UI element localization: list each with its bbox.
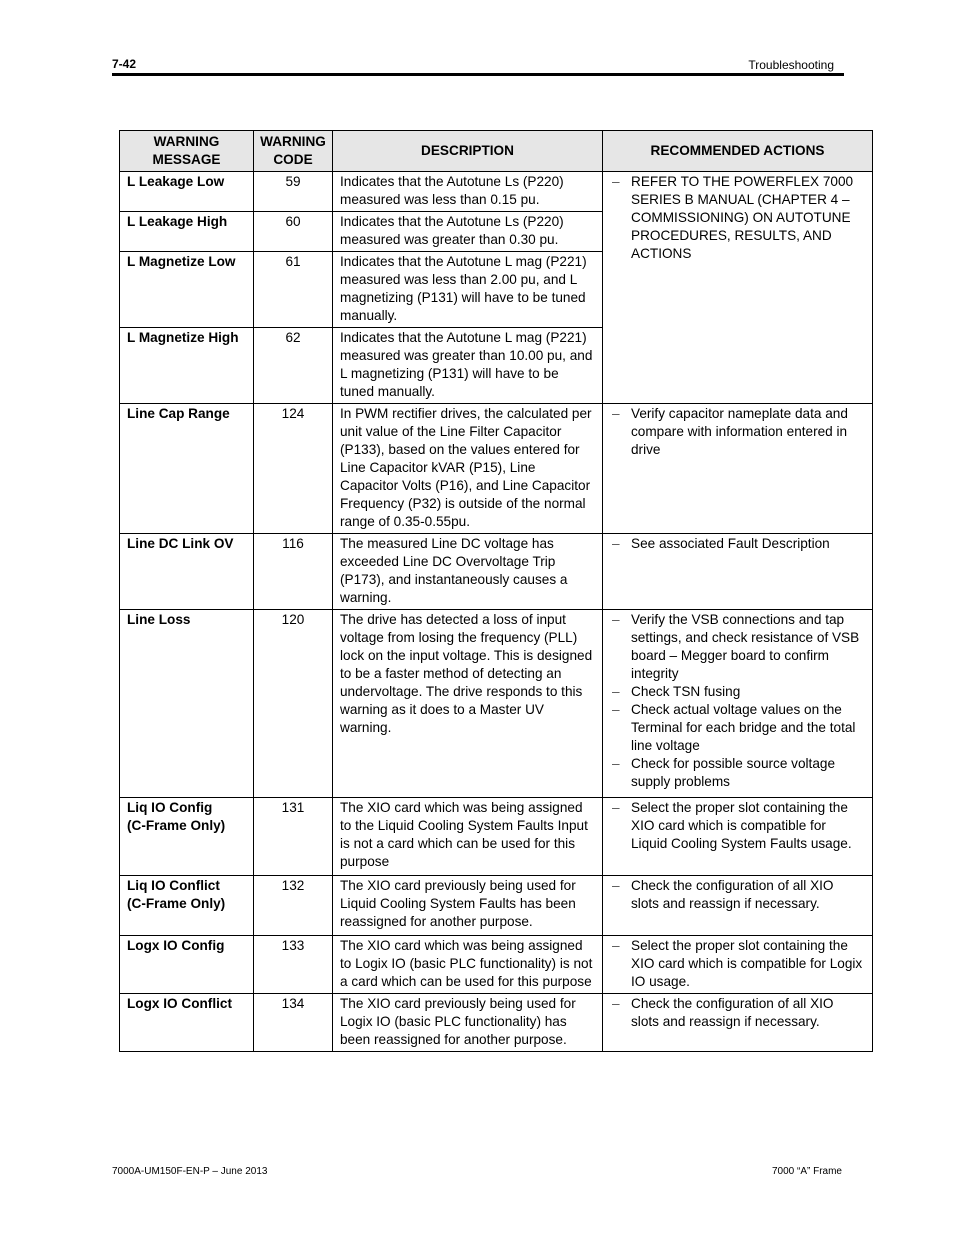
action-item	[610, 683, 865, 701]
recommended-actions	[603, 936, 873, 994]
column-header-recommended-actions: RECOMMENDED ACTIONS	[603, 131, 873, 172]
recommended-actions	[603, 404, 873, 534]
action-item	[610, 995, 865, 1031]
warning-description: Indicates that the Autotune L mag (P221) measured was greater than 10.00 pu, and L magnetizing (P131) will have to be tuned manually.	[333, 328, 603, 404]
table-header-row	[120, 131, 873, 172]
footer-product-name: 7000 “A” Frame	[771, 1166, 842, 1177]
table-row	[120, 404, 873, 534]
bullet-dash: –	[612, 800, 620, 815]
warning-message-qualifier: (C-Frame Only)	[127, 818, 226, 833]
warning-code: 131	[254, 798, 333, 876]
warning-message: L Leakage Low	[120, 172, 254, 212]
action-text: Check the configuration of all XIO slots and reassign if necessary.	[631, 996, 834, 1029]
action-item	[610, 405, 865, 459]
warning-message: Line DC Link OV	[120, 534, 254, 610]
recommended-actions	[603, 798, 873, 876]
action-text: Select the proper slot containing the XIO card which is compatible for Liquid Cooling System Faults usage.	[631, 800, 852, 851]
warning-message: Logx IO Config	[120, 936, 254, 994]
action-item	[610, 799, 865, 853]
bullet-dash: –	[612, 684, 620, 699]
recommended-actions	[603, 876, 873, 936]
bullet-dash: –	[612, 996, 620, 1011]
table-row	[120, 876, 873, 936]
warning-code: 133	[254, 936, 333, 994]
action-text: Check actual voltage values on the Terminal for each bridge and the total line voltage	[631, 702, 856, 753]
bullet-dash: –	[612, 406, 620, 421]
footer-publication-id: 7000A-UM150F-EN-P – June 2013	[112, 1166, 268, 1177]
warning-description: The XIO card which was being assigned to Logix IO (basic PLC functionality) is not a card which can be used for this purpose	[333, 936, 603, 994]
warning-description: The XIO card previously being used for Logix IO (basic PLC functionality) has been reassigned for another purpose.	[333, 994, 603, 1052]
warning-message-qualifier: (C-Frame Only)	[127, 896, 226, 911]
warning-description: The XIO card previously being used for Liquid Cooling System Faults has been reassigned for another purpose.	[333, 876, 603, 936]
warning-description: Indicates that the Autotune Ls (P220) measured was less than 0.15 pu.	[333, 172, 603, 212]
warning-description: Indicates that the Autotune Ls (P220) measured was greater than 0.30 pu.	[333, 212, 603, 252]
action-item	[610, 701, 865, 755]
action-text: Select the proper slot containing the XIO card which is compatible for Logix IO usage.	[631, 938, 863, 989]
action-item	[610, 173, 865, 263]
warning-code: 132	[254, 876, 333, 936]
table-row	[120, 534, 873, 610]
warning-code: 124	[254, 404, 333, 534]
column-header-warning-code: WARNING CODE	[254, 131, 333, 172]
warning-code: 61	[254, 252, 333, 328]
warning-message: L Leakage High	[120, 212, 254, 252]
action-text: Check TSN fusing	[631, 684, 741, 699]
section-title: Troubleshooting	[748, 58, 834, 72]
warning-message: L Magnetize High	[120, 328, 254, 404]
warning-message: L Magnetize Low	[120, 252, 254, 328]
warning-message	[120, 798, 254, 876]
recommended-actions	[603, 172, 873, 404]
action-item	[610, 937, 865, 991]
action-text: Check the configuration of all XIO slots and reassign if necessary.	[631, 878, 834, 911]
bullet-dash: –	[612, 612, 620, 627]
warning-message-line: Liq IO Config	[127, 800, 213, 815]
recommended-actions	[603, 994, 873, 1052]
warning-message: Line Loss	[120, 610, 254, 798]
action-item	[610, 611, 865, 683]
action-text: Check for possible source voltage supply problems	[631, 756, 836, 789]
table-row	[120, 172, 873, 212]
warning-message-line: Liq IO Conflict	[127, 878, 220, 893]
column-header-description: DESCRIPTION	[333, 131, 603, 172]
action-text: Verify capacitor nameplate data and compare with information entered in drive	[631, 406, 848, 457]
warning-description: The measured Line DC voltage has exceeded Line DC Overvoltage Trip (P173), and instantaneously causes a warning.	[333, 534, 603, 610]
warning-description: Indicates that the Autotune L mag (P221) measured was less than 2.00 pu, and L magnetizing (P131) will have to be tuned manually.	[333, 252, 603, 328]
action-item	[610, 755, 865, 791]
warning-code: 59	[254, 172, 333, 212]
bullet-dash: –	[612, 174, 620, 189]
action-item	[610, 877, 865, 913]
warning-message: Line Cap Range	[120, 404, 254, 534]
recommended-actions	[603, 610, 873, 798]
warning-message	[120, 876, 254, 936]
column-header-warning-message: WARNING MESSAGE	[120, 131, 254, 172]
table-row	[120, 994, 873, 1052]
action-text: Verify the VSB connections and tap settings, and check resistance of VSB board – Megger board to confirm integrity	[631, 612, 860, 681]
action-text: See associated Fault Description	[631, 536, 830, 551]
page-number: 7-42	[112, 57, 137, 71]
bullet-dash: –	[612, 756, 620, 771]
bullet-dash: –	[612, 702, 620, 717]
warning-code: 60	[254, 212, 333, 252]
table-row	[120, 798, 873, 876]
bullet-dash: –	[612, 878, 620, 893]
warning-description: The XIO card which was being assigned to the Liquid Cooling System Faults Input is not a card which can be used for this purpose	[333, 798, 603, 876]
warning-code: 134	[254, 994, 333, 1052]
warning-message: Logx IO Conflict	[120, 994, 254, 1052]
warning-code: 116	[254, 534, 333, 610]
bullet-dash: –	[612, 536, 620, 551]
action-item	[610, 535, 865, 553]
action-text: REFER TO THE POWERFLEX 7000 SERIES B MANUAL (CHAPTER 4 – COMMISSIONING) ON AUTOTUNE PROCEDURES, RESULTS, AND ACTIONS	[631, 174, 854, 261]
warning-description: In PWM rectifier drives, the calculated per unit value of the Line Filter Capacitor (P133), based on the values entered for Line Capacitor kVAR (P15), Line Capacitor Volts (P16), and Line Capacitor Frequency (P32) is outside of the normal range of 0.35-0.55pu.	[333, 404, 603, 534]
warning-code: 120	[254, 610, 333, 798]
bullet-dash: –	[612, 938, 620, 953]
table-row	[120, 610, 873, 798]
warning-code: 62	[254, 328, 333, 404]
recommended-actions	[603, 534, 873, 610]
warning-description: The drive has detected a loss of input voltage from losing the frequency (PLL) lock on the input voltage. This is designed to be a faster method of detecting an undervoltage. The drive responds to this warning as it does to a Master UV warning.	[333, 610, 603, 798]
table-row	[120, 936, 873, 994]
header-rule	[112, 73, 844, 76]
warning-table	[119, 130, 873, 1052]
